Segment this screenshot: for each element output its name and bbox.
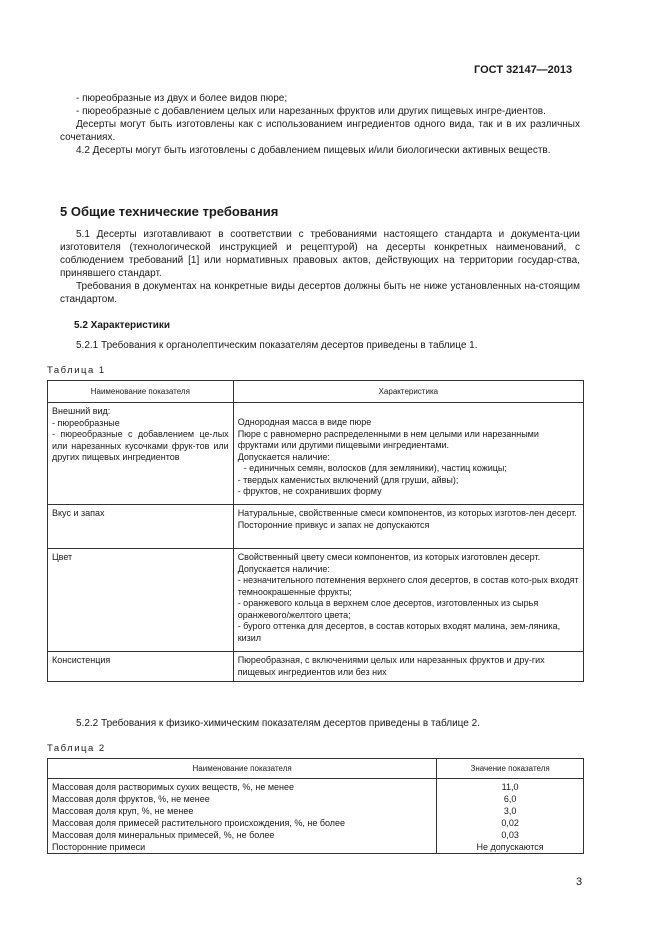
- table2-caption: Таблица 2: [47, 743, 106, 754]
- paragraph-5-2-2: 5.2.2 Требования к физико-химическим показателям десертов приведены в таблице 2.: [76, 718, 480, 729]
- table1-header-desc: Характеристика: [233, 381, 583, 403]
- list-item: Массовая доля фруктов, %, не менее: [52, 794, 210, 804]
- table-row: [48, 652, 584, 682]
- table1-header-name: Наименование показателя: [48, 381, 234, 403]
- table2-values-cell: [437, 779, 584, 854]
- table-row: [48, 403, 584, 505]
- list-item: Массовая доля примесей растительного происхождения, %, не более: [52, 818, 346, 828]
- table-cell-desc: Свойственный цвету смеси компонентов, из которых изготовлен десерт. Допускается наличие: - незначительного потемнения верхнего слоя десертов, в состав кото-рых входят темноокрашенные фрукты; - оранжевого кольца в верхнем слое десертов, изготовленных из сырья оранжевого/желтого цвета; - бурого оттенка для десертов, в состав которых входят малина, зем-ляника, кизил: [233, 549, 583, 652]
- list-item: 3,0: [503, 806, 517, 816]
- list-item: Посторонние примеси: [52, 842, 146, 852]
- table-row: [48, 549, 584, 652]
- list-item: Массовая доля минеральных примесей, %, не более: [52, 830, 275, 840]
- list-item: Не допускаются: [476, 842, 544, 852]
- list-item: Массовая доля растворимых сухих веществ, %, не менее: [52, 782, 295, 792]
- table-row: [48, 505, 584, 549]
- list-item: 0,02: [501, 818, 519, 828]
- paragraph-5-1-2: Требования в документах на конкретные виды десертов должны быть не ниже установленных на-стоящим стандартом.: [60, 281, 580, 305]
- table2-header-value: Значение показателя: [437, 759, 584, 779]
- intro-line: - пюреобразные из двух и более видов пюре;: [76, 93, 288, 104]
- subsection-5-2-title: 5.2 Характеристики: [74, 320, 171, 331]
- table2-names-cell: [48, 779, 437, 854]
- section-5-title: 5 Общие технические требования: [60, 204, 279, 219]
- table-cell-desc: Натуральные, свойственные смеси компонентов, из которых изготов-лен десерт. Посторонние привкус и запах не допускаются: [233, 505, 583, 549]
- intro-line: 4.2 Десерты могут быть изготовлены с добавлением пищевых и/или биологически активных веществ.: [76, 145, 551, 156]
- intro-line: - пюреобразные с добавлением целых или нарезанных фруктов или других пищевых ингре-диентов.: [76, 106, 546, 117]
- paragraph-5-2-1: 5.2.1 Требования к органолептическим показателям десертов приведены в таблице 1.: [76, 340, 478, 351]
- table1-caption: Таблица 1: [47, 365, 106, 376]
- table-cell-name: Вкус и запах: [48, 505, 234, 549]
- page-number: 3: [576, 876, 583, 888]
- table-cell-desc: Пюреобразная, с включениями целых или нарезанных фруктов и дру-гих пищевых ингредиентов или без них: [233, 652, 583, 682]
- table1: [47, 380, 584, 682]
- standard-number: ГОСТ 32147—2013: [474, 64, 573, 76]
- table-cell-name: Внешний вид: - пюреобразные - пюреобразные с добавлением це-лых или нарезанных кусочками фрук-тов или других пищевых ингредиентов: [48, 403, 234, 505]
- section-5-body: [60, 228, 580, 306]
- list-item: 0,03: [501, 830, 519, 840]
- table-cell-desc: Однородная масса в виде пюре Пюре с равномерно распределенными в нем целыми или нарезанными фруктами или другими пищевыми ингредиентами. Допускается наличие: - единичных семян, волосков (для земляники), частиц кожицы; - твердых каменистых включений (для груши, айвы); - фруктов, не сохранивших форму: [233, 403, 583, 505]
- table2-header-name: Наименование показателя: [48, 759, 437, 779]
- table-cell-name: Консистенция: [48, 652, 234, 682]
- table2: [47, 758, 584, 854]
- intro-line: Десерты могут быть изготовлены как с использованием ингредиентов одного вида, так и в их различных сочетаниях.: [60, 119, 580, 143]
- intro-block: [60, 92, 580, 157]
- list-item: 11,0: [501, 782, 519, 792]
- list-item: 6,0: [503, 794, 517, 804]
- table-cell-name: Цвет: [48, 549, 234, 652]
- list-item: Массовая доля круп, %, не менее: [52, 806, 194, 816]
- paragraph-5-1: 5.1 Десерты изготавливают в соответствии с требованиями настоящего стандарта и документа-ции изготовителя (технологической инструкцией и рецептурой) на десерты конкретных наименований, с соблюдением требований [1] или нормативных правовых актов, действующих на территории государ-ства, принявшего стандарт.: [60, 229, 580, 279]
